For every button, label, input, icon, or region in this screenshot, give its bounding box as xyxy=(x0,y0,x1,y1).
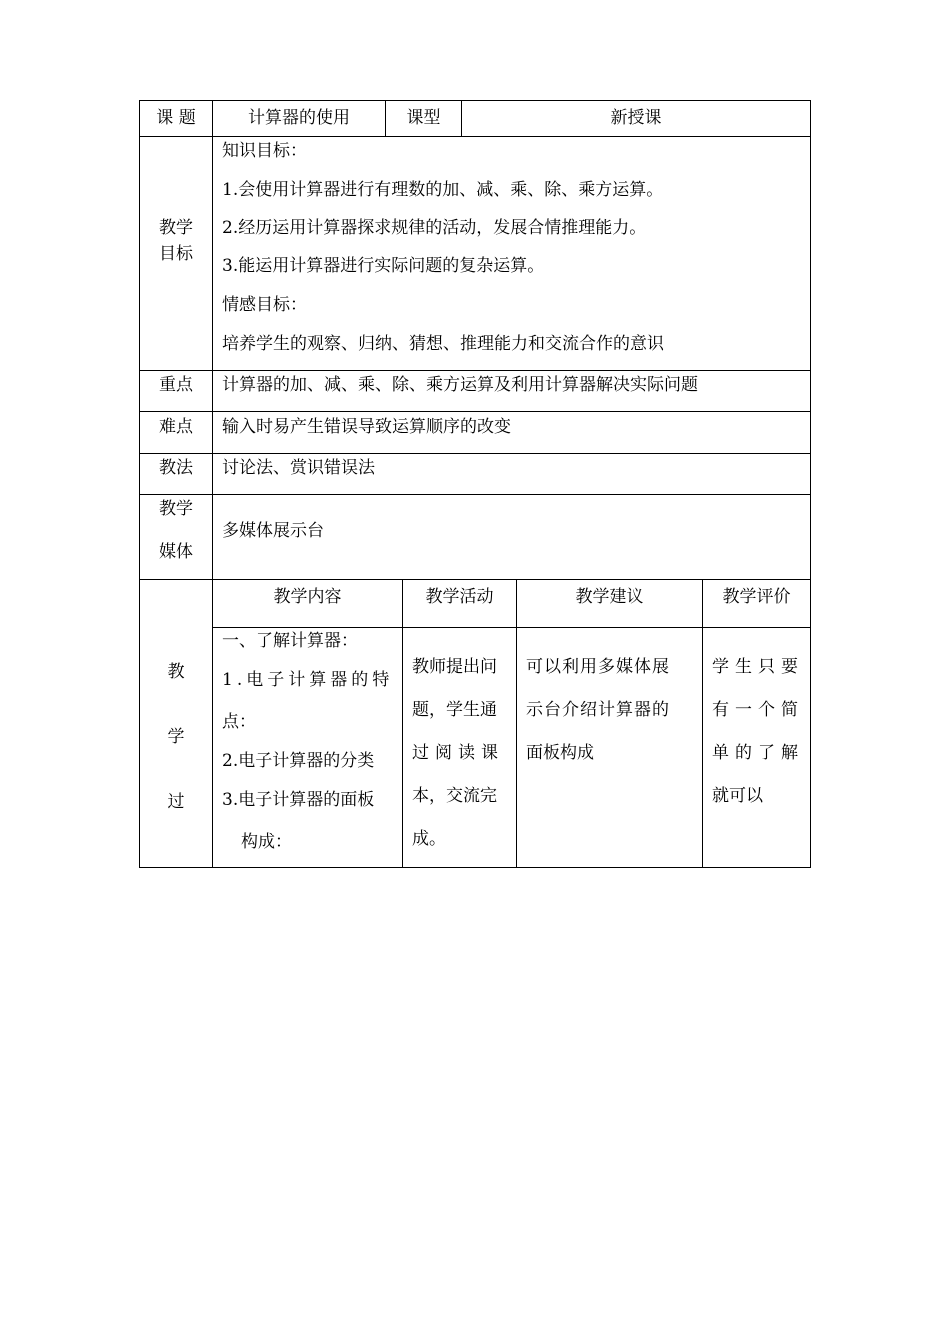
process-header-activity: 教学活动 xyxy=(425,587,494,607)
difficulty-value: 输入时易产生错误导致运算顺序的改变 xyxy=(222,417,511,437)
goals-label-line2: 目标 xyxy=(159,244,193,264)
process-label-char2: 学 xyxy=(167,727,185,747)
type-label: 课型 xyxy=(406,108,441,128)
rule-process-col4 xyxy=(702,579,703,868)
goals-emotion-heading: 情感目标： xyxy=(222,295,307,315)
process-label-char1: 教 xyxy=(167,662,185,682)
evaluation-line-4: 就可以 xyxy=(712,786,763,806)
process-label-char3: 过 xyxy=(167,792,185,812)
rule-keypoint-bottom xyxy=(139,411,811,412)
difficulty-label: 难点 xyxy=(159,417,193,437)
type-value: 新授课 xyxy=(610,108,662,128)
keypoint-value: 计算器的加、减、乘、除、乘方运算及利用计算器解决实际问题 xyxy=(222,375,698,395)
suggestion-line-1: 可以利用多媒体展 xyxy=(526,657,670,677)
keypoint-label: 重点 xyxy=(159,375,193,395)
evaluation-line-1: 学生只要 xyxy=(712,657,804,677)
rule-goals-bottom xyxy=(139,370,811,371)
rule-header-bottom xyxy=(139,136,811,137)
topic-label: 课 题 xyxy=(156,108,196,128)
rule-right xyxy=(810,100,811,868)
goals-emotion-item: 培养学生的观察、归纳、猜想、推理能力和交流合作的意识 xyxy=(222,334,664,354)
rule-top xyxy=(139,100,811,101)
goals-item-2: 2.经历运用计算器探求规律的活动，发展合情推理能力。 xyxy=(222,218,647,238)
goals-label-line1: 教学 xyxy=(159,218,193,238)
process-header-content: 教学内容 xyxy=(273,587,342,607)
goals-knowledge-heading: 知识目标： xyxy=(222,141,307,161)
activity-line-1: 教师提出问 xyxy=(412,657,497,677)
rule-label-column xyxy=(212,100,213,868)
media-label-line1: 教学 xyxy=(159,499,193,519)
method-value: 讨论法、赏识错误法 xyxy=(222,458,375,478)
evaluation-line-3: 单的了解 xyxy=(712,743,804,763)
content-line-1: 一、了解计算器： xyxy=(222,631,358,651)
activity-line-5: 成。 xyxy=(412,829,446,849)
method-label: 教法 xyxy=(159,458,193,478)
rule-media-bottom xyxy=(139,579,811,580)
rule-method-bottom xyxy=(139,494,811,495)
activity-line-2: 题，学生通 xyxy=(412,700,497,720)
rule-process-col2 xyxy=(402,579,403,868)
content-line-2: 1.电子计算器的特 xyxy=(222,670,394,690)
activity-line-4: 本，交流完 xyxy=(412,786,497,806)
media-value: 多媒体展示台 xyxy=(222,521,324,541)
rule-process-header-bottom xyxy=(212,627,811,628)
goals-item-3: 3.能运用计算器进行实际问题的复杂运算。 xyxy=(222,256,545,276)
content-line-6: 构成： xyxy=(241,832,292,852)
rule-bottom xyxy=(139,867,811,868)
content-line-3: 点： xyxy=(222,712,256,732)
rule-left xyxy=(139,100,140,868)
rule-difficulty-bottom xyxy=(139,453,811,454)
suggestion-line-2: 示台介绍计算器的 xyxy=(526,700,670,720)
process-header-evaluation: 教学评价 xyxy=(722,587,791,607)
topic-value: 计算器的使用 xyxy=(248,108,350,128)
rule-process-col3 xyxy=(516,579,517,868)
content-line-5: 3.电子计算器的面板 xyxy=(222,790,375,810)
media-label-line2: 媒体 xyxy=(159,542,193,562)
goals-item-1: 1.会使用计算器进行有理数的加、减、乘、除、乘方运算。 xyxy=(222,180,664,200)
process-header-suggestion: 教学建议 xyxy=(575,587,644,607)
content-line-4: 2.电子计算器的分类 xyxy=(222,751,375,771)
activity-line-3: 过阅读课 xyxy=(412,743,504,763)
suggestion-line-3: 面板构成 xyxy=(526,743,594,763)
evaluation-line-2: 有一个简 xyxy=(712,700,804,720)
